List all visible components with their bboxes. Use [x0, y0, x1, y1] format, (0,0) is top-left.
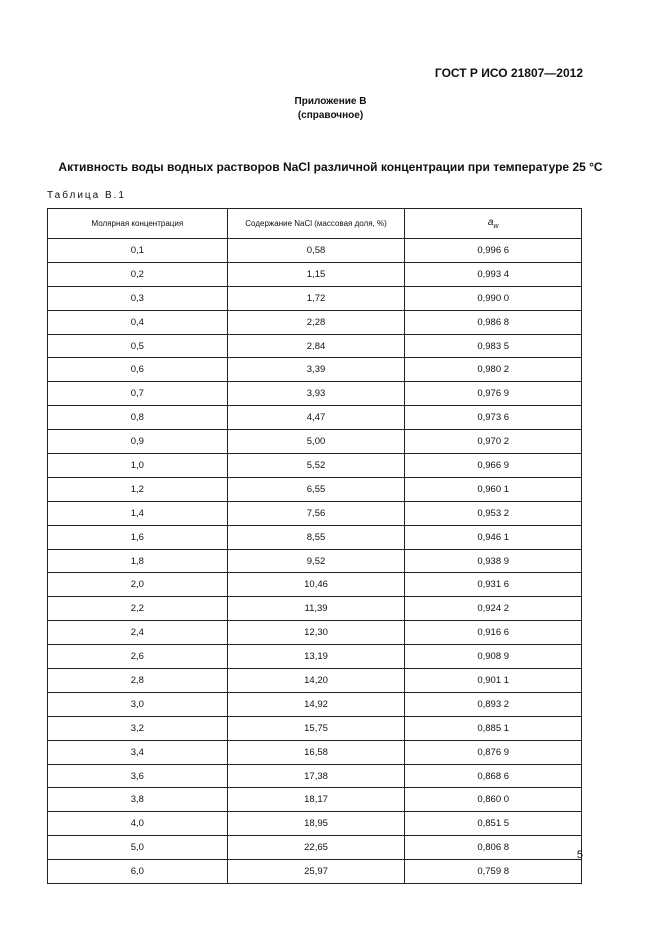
page-number: 5: [576, 849, 583, 861]
table-row: [48, 549, 582, 573]
water-activity-cell: 0,990 0: [405, 286, 582, 310]
water-activity-cell: 0,976 9: [405, 382, 582, 406]
table-row: [48, 573, 582, 597]
water-activity-cell: 0,973 6: [405, 406, 582, 430]
molar-concentration-cell: 2,8: [48, 669, 228, 693]
table-row: [48, 430, 582, 454]
molar-concentration-cell: 0,8: [48, 406, 228, 430]
table-row: [48, 597, 582, 621]
table-row: [48, 406, 582, 430]
annex-heading: [0, 95, 661, 123]
table-row: [48, 454, 582, 478]
molar-concentration-cell: 2,0: [48, 573, 228, 597]
molar-concentration-cell: 1,2: [48, 477, 228, 501]
table-row: [48, 740, 582, 764]
annex-type: (справочное): [297, 110, 364, 121]
table-header-row: [48, 209, 582, 239]
column-header-content: Содержание NaCl (массовая доля, %): [227, 209, 405, 239]
molar-concentration-cell: 0,9: [48, 430, 228, 454]
nacl-content-cell: 16,58: [227, 740, 405, 764]
water-activity-cell: 0,980 2: [405, 358, 582, 382]
molar-concentration-cell: 1,8: [48, 549, 228, 573]
water-activity-cell: 0,966 9: [405, 454, 582, 478]
data-table: [47, 208, 582, 884]
table-row: [48, 812, 582, 836]
table-row: [48, 621, 582, 645]
table-body: [48, 239, 582, 884]
table-row: [48, 788, 582, 812]
nacl-content-cell: 0,58: [227, 239, 405, 263]
table-row: [48, 716, 582, 740]
nacl-content-cell: 6,55: [227, 477, 405, 501]
molar-concentration-cell: 0,6: [48, 358, 228, 382]
column-header-molar: Молярная концентрация: [48, 209, 228, 239]
table-row: [48, 382, 582, 406]
molar-concentration-cell: 4,0: [48, 812, 228, 836]
water-activity-cell: 0,868 6: [405, 764, 582, 788]
molar-concentration-cell: 0,7: [48, 382, 228, 406]
water-activity-cell: 0,996 6: [405, 239, 582, 263]
molar-concentration-cell: 6,0: [48, 860, 228, 884]
table-row: [48, 334, 582, 358]
nacl-content-cell: 9,52: [227, 549, 405, 573]
molar-concentration-cell: 3,8: [48, 788, 228, 812]
nacl-content-cell: 1,15: [227, 262, 405, 286]
nacl-content-cell: 5,52: [227, 454, 405, 478]
table-row: [48, 645, 582, 669]
table-row: [48, 262, 582, 286]
molar-concentration-cell: 1,6: [48, 525, 228, 549]
table-row: [48, 525, 582, 549]
nacl-content-cell: 18,95: [227, 812, 405, 836]
water-activity-cell: 0,893 2: [405, 692, 582, 716]
nacl-content-cell: 15,75: [227, 716, 405, 740]
table-row: [48, 477, 582, 501]
water-activity-cell: 0,983 5: [405, 334, 582, 358]
water-activity-cell: 0,960 1: [405, 477, 582, 501]
nacl-content-cell: 2,84: [227, 334, 405, 358]
table-row: [48, 860, 582, 884]
nacl-content-cell: 11,39: [227, 597, 405, 621]
nacl-content-cell: 14,92: [227, 692, 405, 716]
water-activity-cell: 0,851 5: [405, 812, 582, 836]
water-activity-cell: 0,806 8: [405, 836, 582, 860]
aw-subscript: w: [493, 223, 499, 230]
nacl-content-cell: 22,65: [227, 836, 405, 860]
nacl-content-cell: 4,47: [227, 406, 405, 430]
water-activity-cell: 0,885 1: [405, 716, 582, 740]
water-activity-cell: 0,759 8: [405, 860, 582, 884]
table-row: [48, 310, 582, 334]
aw-symbol: a: [487, 217, 494, 228]
nacl-content-cell: 13,19: [227, 645, 405, 669]
nacl-content-cell: 1,72: [227, 286, 405, 310]
water-activity-cell: 0,986 8: [405, 310, 582, 334]
molar-concentration-cell: 0,4: [48, 310, 228, 334]
water-activity-cell: 0,901 1: [405, 669, 582, 693]
molar-concentration-cell: 5,0: [48, 836, 228, 860]
nacl-content-cell: 7,56: [227, 501, 405, 525]
document-title: Активность воды водных растворов NaCl различной концентрации при температуре 25 °С: [58, 160, 603, 174]
table-row: [48, 669, 582, 693]
table-row: [48, 239, 582, 263]
molar-concentration-cell: 3,2: [48, 716, 228, 740]
water-activity-cell: 0,970 2: [405, 430, 582, 454]
table-label: Таблица В.1: [47, 190, 126, 201]
nacl-content-cell: 2,28: [227, 310, 405, 334]
molar-concentration-cell: 0,5: [48, 334, 228, 358]
water-activity-cell: 0,876 9: [405, 740, 582, 764]
table-row: [48, 692, 582, 716]
molar-concentration-cell: 2,2: [48, 597, 228, 621]
nacl-content-cell: 18,17: [227, 788, 405, 812]
molar-concentration-cell: 3,6: [48, 764, 228, 788]
nacl-content-cell: 10,46: [227, 573, 405, 597]
water-activity-cell: 0,938 9: [405, 549, 582, 573]
molar-concentration-cell: 0,1: [48, 239, 228, 263]
water-activity-cell: 0,924 2: [405, 597, 582, 621]
molar-concentration-cell: 2,4: [48, 621, 228, 645]
table-row: [48, 836, 582, 860]
water-activity-cell: 0,908 9: [405, 645, 582, 669]
nacl-content-cell: 17,38: [227, 764, 405, 788]
nacl-content-cell: 3,39: [227, 358, 405, 382]
table-row: [48, 358, 582, 382]
annex-title: Приложение В: [294, 96, 367, 107]
nacl-content-cell: 5,00: [227, 430, 405, 454]
water-activity-cell: 0,931 6: [405, 573, 582, 597]
nacl-content-cell: 12,30: [227, 621, 405, 645]
nacl-content-cell: 25,97: [227, 860, 405, 884]
table-row: [48, 286, 582, 310]
water-activity-cell: 0,916 6: [405, 621, 582, 645]
molar-concentration-cell: 3,4: [48, 740, 228, 764]
water-activity-cell: 0,953 2: [405, 501, 582, 525]
standard-code: ГОСТ Р ИСО 21807—2012: [434, 66, 583, 80]
column-header-aw: [405, 209, 582, 239]
nacl-content-cell: 3,93: [227, 382, 405, 406]
molar-concentration-cell: 2,6: [48, 645, 228, 669]
molar-concentration-cell: 3,0: [48, 692, 228, 716]
water-activity-cell: 0,860 0: [405, 788, 582, 812]
water-activity-cell: 0,946 1: [405, 525, 582, 549]
water-activity-cell: 0,993 4: [405, 262, 582, 286]
molar-concentration-cell: 0,3: [48, 286, 228, 310]
table-row: [48, 501, 582, 525]
table-row: [48, 764, 582, 788]
nacl-content-cell: 8,55: [227, 525, 405, 549]
nacl-content-cell: 14,20: [227, 669, 405, 693]
molar-concentration-cell: 0,2: [48, 262, 228, 286]
molar-concentration-cell: 1,4: [48, 501, 228, 525]
molar-concentration-cell: 1,0: [48, 454, 228, 478]
